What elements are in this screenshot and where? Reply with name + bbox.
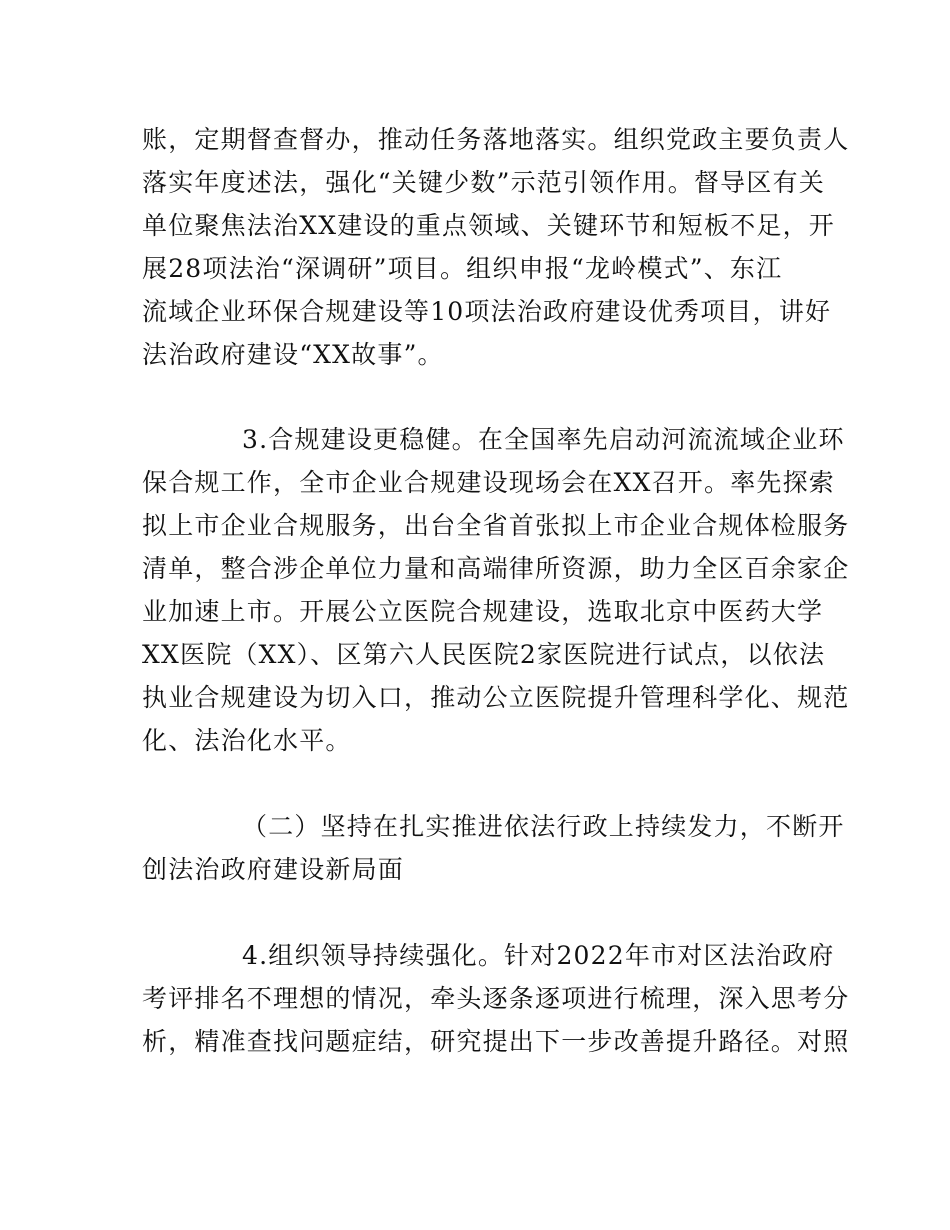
paragraph-line: 3.合规建设更稳健。在全国率先启动河流流域企业环 xyxy=(242,425,845,454)
section-heading-line: （二）坚持在扎实推进依法行政上持续发力，不断开 xyxy=(242,812,845,841)
paragraph-line: 4.组织领导持续强化。针对2022年市对区法治政府 xyxy=(242,941,835,970)
paragraph-line: 流域企业环保合规建设等10项法治政府建设优秀项目，讲好 xyxy=(142,297,832,326)
paragraph-line: 账，定期督查督办，推动任务落地落实。组织党政主要负责人 xyxy=(142,125,850,154)
paragraph-line: 保合规工作，全市企业合规建设现场会在XX召开。率先探索 xyxy=(142,468,835,497)
paragraph-line: 析，精准查找问题症结，研究提出下一步改善提升路径。对照 xyxy=(142,1027,850,1056)
paragraph-line: 化、法治化水平。 xyxy=(142,726,352,755)
paragraph-line: 执业合规建设为切入口，推动公立医院提升管理科学化、规范 xyxy=(142,683,850,712)
paragraph-line: 落实年度述法，强化“关键少数”示范引领作用。督导区有关 xyxy=(142,168,825,197)
paragraph-line: 考评排名不理想的情况，牵头逐条逐项进行梳理，深入思考分 xyxy=(142,984,850,1013)
paragraph-line: 拟上市企业合规服务，出台全省首张拟上市企业合规体检服务 xyxy=(142,511,850,540)
section-heading-line: 创法治政府建设新局面 xyxy=(142,855,405,884)
paragraph-line: 展28项法治“深调研”项目。组织申报“龙岭模式”、东江 xyxy=(142,254,783,283)
paragraph-line: 清单，整合涉企单位力量和高端律所资源，助力全区百余家企 xyxy=(142,554,850,583)
paragraph-line: XX医院（XX）、区第六人民医院2家医院进行试点，以依法 xyxy=(142,640,826,669)
paragraph-line: 单位聚焦法治XX建设的重点领域、关键环节和短板不足，开 xyxy=(142,211,835,240)
paragraph-line: 法治政府建设“XX故事”。 xyxy=(142,340,444,369)
paragraph-line: 业加速上市。开展公立医院合规建设，选取北京中医药大学 xyxy=(142,597,824,626)
